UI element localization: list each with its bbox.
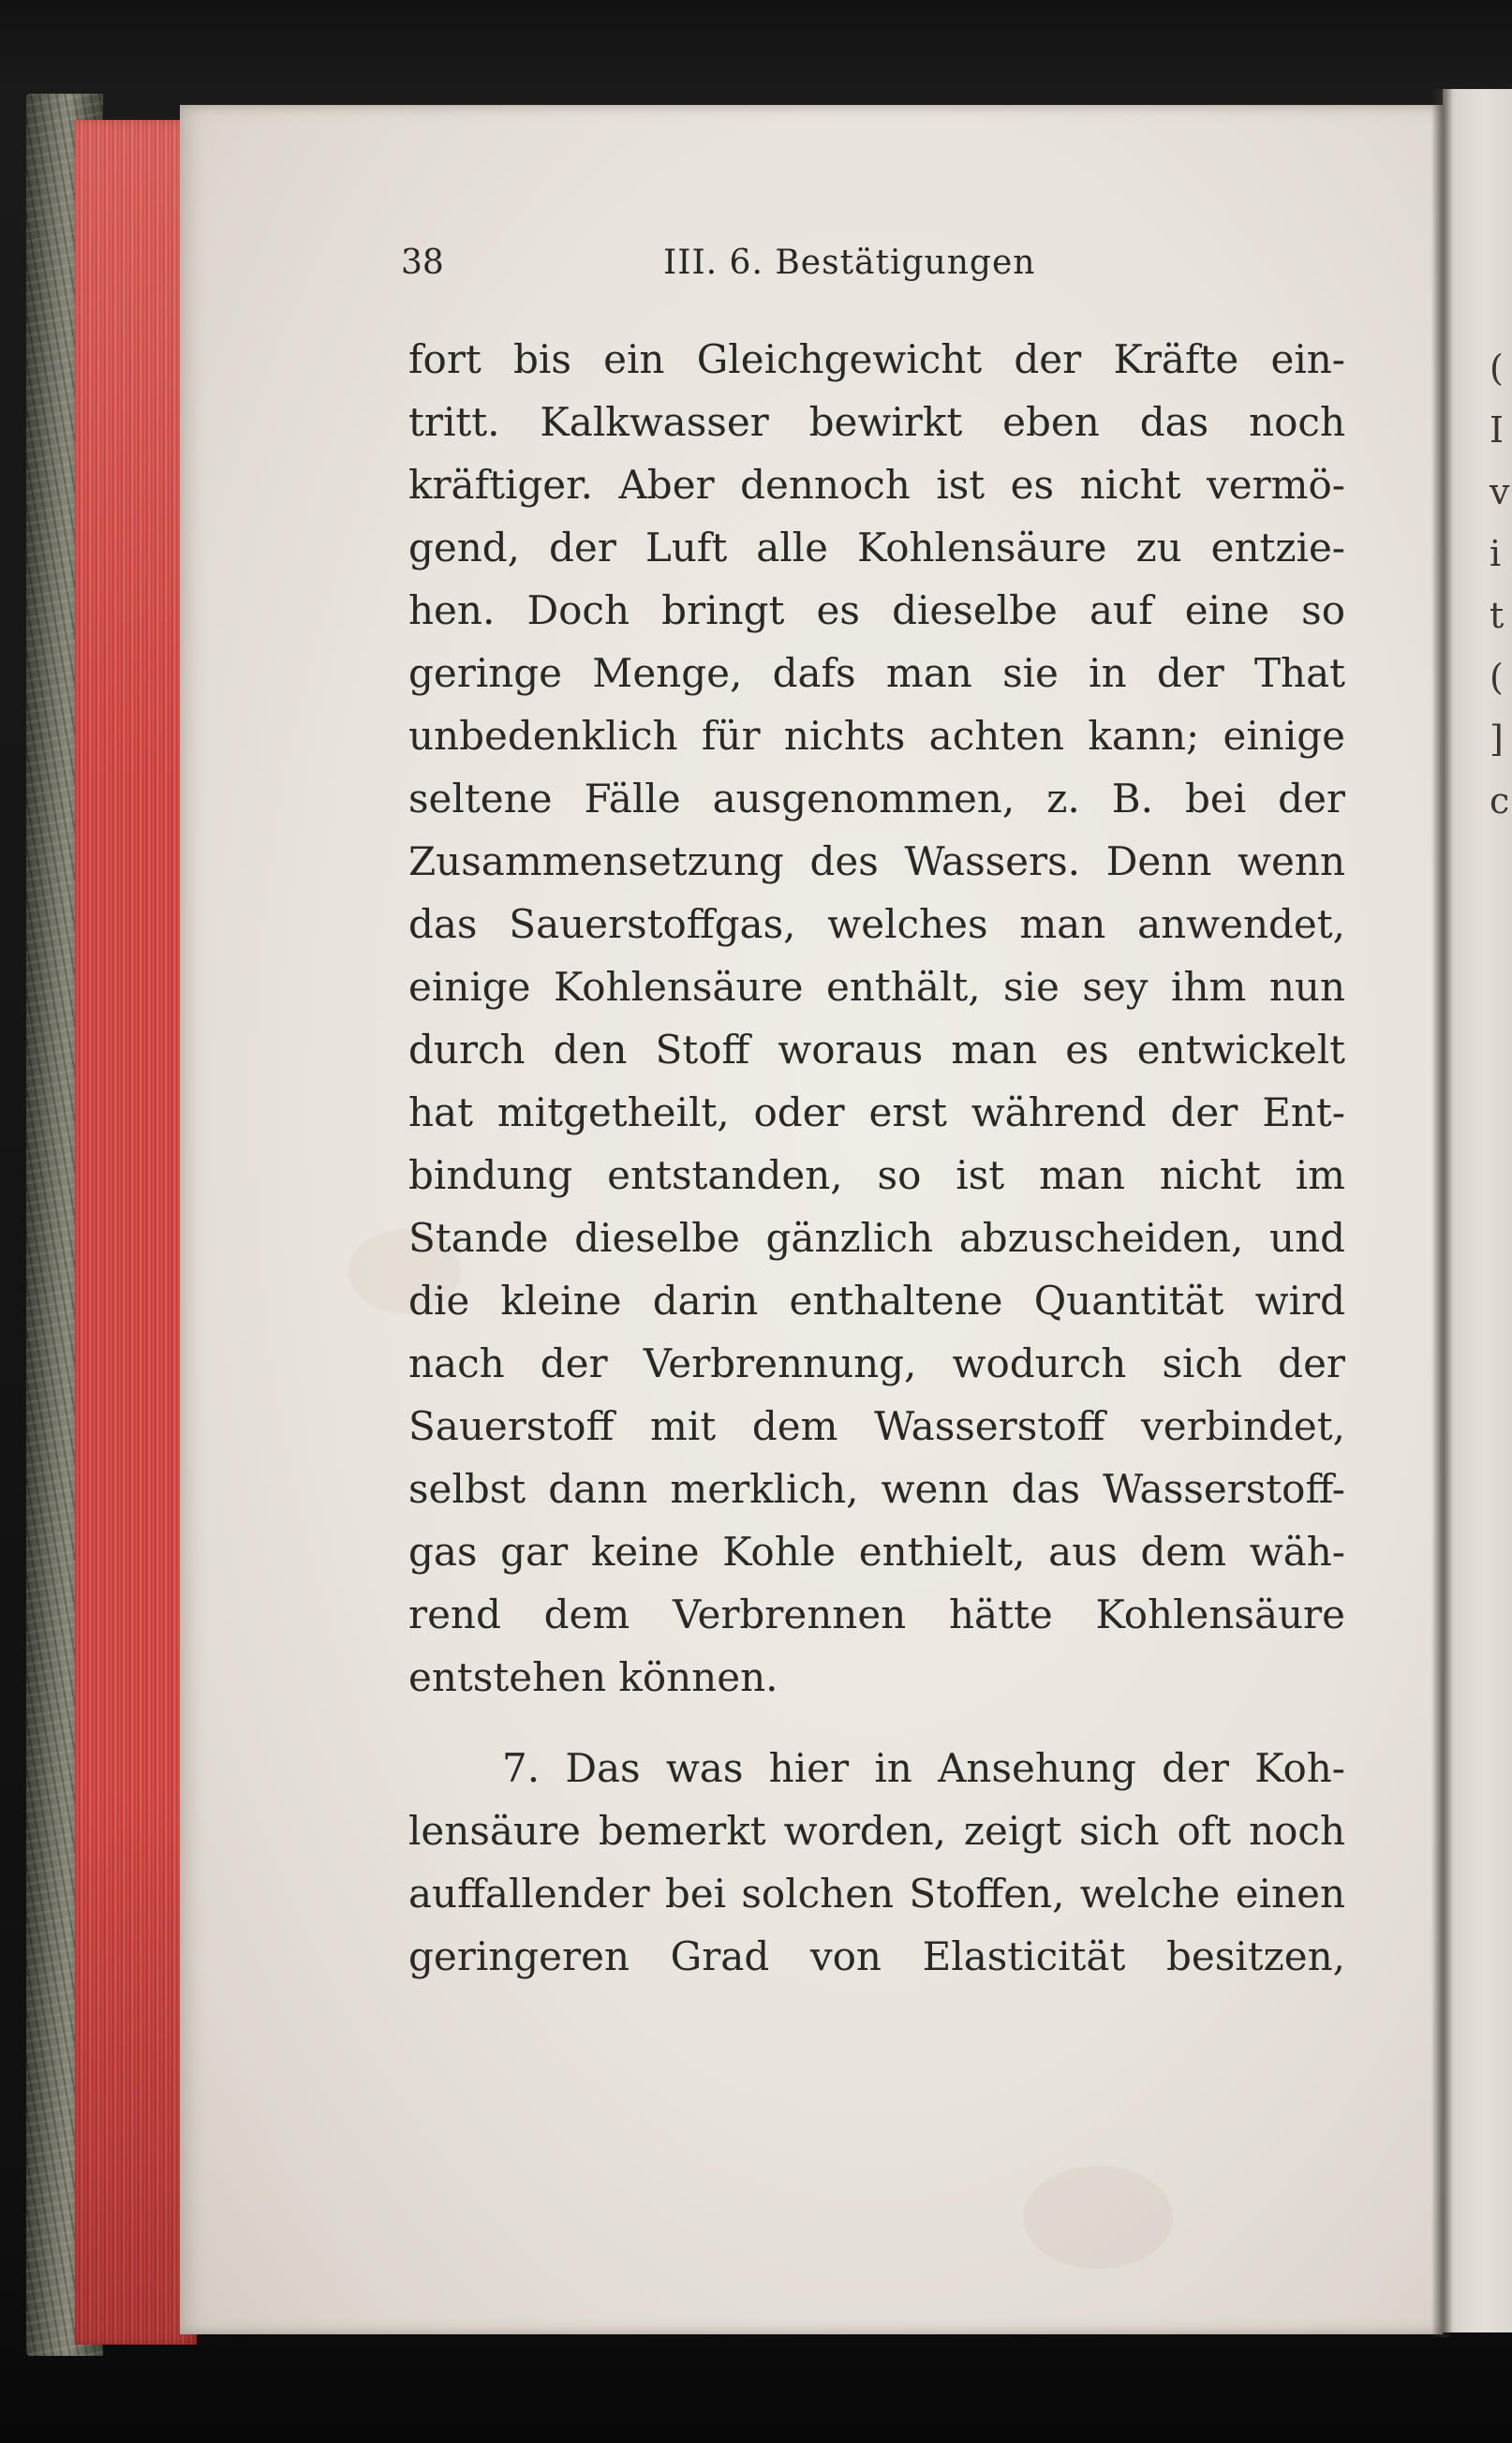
text-line: hen. Doch bringt es dieselbe auf eine so [408,587,1345,633]
text-line: kräftiger. Aber dennoch ist es nicht vermö- [408,462,1345,508]
page-stain [1023,2166,1173,2269]
facing-page-glyphs [1490,337,1512,832]
text-line: durch den Stoff woraus man es entwickelt [408,1027,1345,1073]
text-line: rend dem Verbrennen hätte Kohlensäure [408,1592,1345,1637]
text-line: gas gar keine Kohle enthielt, aus dem wäh- [408,1529,1345,1575]
paragraph [408,1737,1345,1988]
text-line: Stande dieselbe gänzlich abzuscheiden, und [408,1215,1345,1261]
text-line: das Sauerstoffgas, welches man anwendet, [408,901,1345,947]
paragraph-gap [408,1709,1345,1737]
text-line: auffallender bei solchen Stoffen, welche einen [408,1871,1345,1917]
body-text [408,328,1345,1988]
text-line: nach der Verbrennung, wodurch sich der [408,1340,1345,1386]
paragraph [408,328,1345,1709]
text-line: tritt. Kalkwasser bewirkt eben das noch [408,399,1345,445]
facing-glyph: ( [1490,657,1504,698]
red-page-edges [75,120,197,2345]
text-line: lensäure bemerkt worden, zeigt sich oft noch [408,1808,1345,1854]
text-line: einige Kohlensäure enthält, sie sey ihm nun [408,964,1345,1010]
text-line: hat mitgetheilt, oder erst während der Ent- [408,1089,1345,1135]
facing-glyph: ( [1490,348,1504,389]
facing-glyph: I [1490,409,1505,451]
text-line: 7. Das was hier in Ansehung der Koh- [502,1745,1345,1791]
text-line: fort bis ein Gleichgewicht der Kräfte ein- [408,336,1345,382]
facing-glyph: c [1490,780,1510,822]
text-line: entstehen können. [408,1654,778,1700]
book-gutter [1431,89,1452,2337]
facing-glyph: t [1490,595,1505,636]
facing-glyph: i [1490,533,1502,574]
text-line: geringeren Grad von Elasticität besitzen, [408,1933,1345,1979]
text-line: die kleine darin enthaltene Quantität wird [408,1278,1345,1324]
text-line: gend, der Luft alle Kohlensäure zu entzie- [408,525,1345,570]
text-line: geringe Menge, dafs man sie in der That [408,650,1345,696]
text-line: Sauerstoff mit dem Wasserstoff verbindet, [408,1403,1345,1449]
text-line: bindung entstanden, so ist man nicht im [408,1152,1345,1198]
running-title: III. 6. Bestätigungen [663,244,1036,282]
page-number: 38 [401,244,444,282]
facing-glyph: v [1490,471,1510,512]
facing-glyph: ] [1490,718,1504,760]
text-line: unbedenklich für nichts achten kann; einige [408,713,1345,759]
running-head [401,244,1356,296]
text-line: Zusammensetzung des Wassers. Denn wenn [408,838,1345,884]
text-line: seltene Fälle ausgenommen, z. B. bei der [408,776,1345,822]
text-line: selbst dann merklich, wenn das Wasserstoff- [408,1466,1345,1512]
